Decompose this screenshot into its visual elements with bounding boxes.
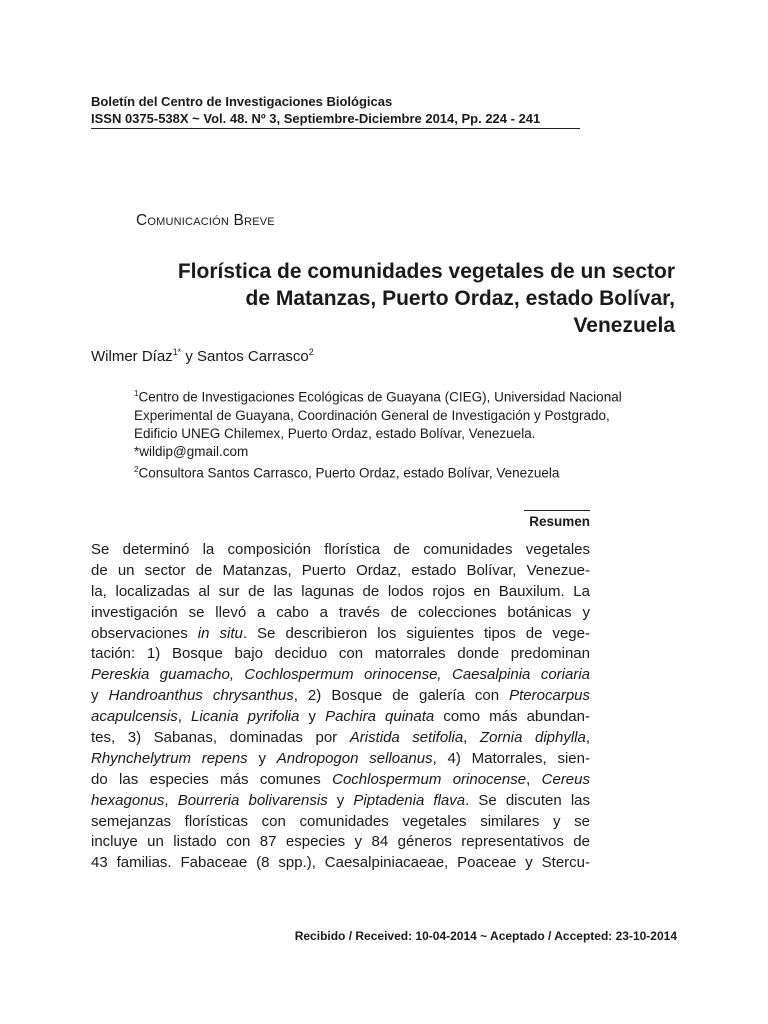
- species-name: Andropogon selloanus: [276, 749, 433, 767]
- section-label: Comunicación Breve: [136, 212, 275, 229]
- species-name: Cochlospermum orinocense: [332, 770, 527, 788]
- abstract-line: tación: 1) Bosque bajo deciduo con matorrales donde predominan: [91, 645, 590, 663]
- species-name: Licania pyrifolia: [191, 708, 300, 726]
- author-connector: y: [181, 348, 198, 365]
- email-link[interactable]: *wildip@gmail.com: [134, 443, 249, 459]
- affil-text: Centro de Investigaciones Ecológicas de Guayana (CIEG), Universidad Nacional: [138, 389, 622, 405]
- journal-issue: ISSN 0375-538X ~ Vol. 48. Nº 3, Septiembre-Diciembre 2014, Pp. 224 - 241: [91, 111, 541, 126]
- title-line: de Matanzas, Puerto Ordaz, estado Bolívar,: [245, 287, 675, 310]
- abstract-line: hexagonus, Bourreria bolivarensis y Piptadenia flava. Se discuten las: [91, 791, 590, 809]
- abstract-line: [91, 665, 590, 686]
- author-name: Santos Carrasco: [197, 348, 309, 365]
- species-name: hexagonus: [91, 791, 165, 809]
- abstract-heading: Resumen: [529, 514, 590, 529]
- affil-marker: 1: [134, 389, 139, 398]
- abstract-line: la, localizadas al sur de las lagunas de lodos rojos en Bauxilum. La: [91, 582, 590, 600]
- author-name: Wilmer Díaz: [91, 348, 173, 365]
- journal-header: [91, 93, 540, 127]
- italic-term: in situ: [197, 624, 243, 642]
- species-name: Piptadenia flava: [353, 791, 466, 809]
- affil-text: Consultora Santos Carrasco, Puerto Ordaz, estado Bolívar, Venezuela: [138, 465, 560, 481]
- affil-text: Experimental de Guayana, Coordinación General de Investigación y Postgrado,: [134, 407, 610, 423]
- abstract-line: Rhynchelytrum repens y Andropogon selloanus, 4) Matorrales, sien-: [91, 749, 590, 767]
- affiliation-2: [134, 461, 679, 483]
- title-line: Venezuela: [573, 314, 675, 337]
- journal-name: Boletín del Centro de Investigaciones Biológicas: [91, 94, 393, 109]
- author-affil-marker: 2: [308, 347, 314, 357]
- species-name: Cereus: [541, 770, 590, 788]
- abstract-line: acapulcensis, Licania pyrifolia y Pachira quinata como más abundan-: [91, 708, 590, 726]
- abstract-line: Se determinó la composición florística de comunidades vegetales: [91, 541, 590, 558]
- header-rule: [91, 128, 580, 129]
- abstract-line: do las especies más comunes Cochlospermum orinocense, Cereus: [91, 770, 590, 788]
- species-name: Bourreria bolivarensis: [177, 791, 328, 809]
- species-name: Zornia diphylla: [479, 729, 586, 747]
- abstract-line: observaciones in situ. Se describieron los siguientes tipos de vege-: [91, 624, 590, 642]
- title-line: Florística de comunidades vegetales de un sector: [177, 260, 675, 283]
- author-affil-marker: 1*: [172, 347, 182, 357]
- affil-marker: 2: [134, 465, 139, 474]
- abstract-line: de un sector de Matanzas, Puerto Ordaz, estado Bolívar, Venezue-: [91, 561, 590, 579]
- species-name: Aristida setifolia: [349, 729, 464, 747]
- abstract-line: tes, 3) Sabanas, dominadas por Aristida setifolia, Zornia diphylla,: [91, 729, 591, 747]
- species-name: Pterocarpus: [509, 687, 590, 705]
- species-name: Pereskia guamacho, Cochlospermum orinocense, Caesalpinia coriaria: [91, 666, 590, 684]
- abstract-line: 43 familias. Fabaceae (8 spp.), Caesalpiniacaeae, Poaceae y Stercu-: [91, 854, 590, 872]
- affil-text: Edificio UNEG Chilemex, Puerto Ordaz, estado Bolívar, Venezuela.: [134, 425, 536, 441]
- species-name: Rhynchelytrum repens: [91, 749, 248, 767]
- species-name: Pachira quinata: [325, 708, 435, 726]
- abstract-line: investigación se llevó a cabo a través de colecciones botánicas y: [91, 603, 590, 621]
- affiliation-1: [134, 385, 679, 461]
- abstract-line: incluye un listado con 87 especies y 84 géneros representativos de: [91, 833, 590, 851]
- abstract-line: semejanzas florísticas con comunidades vegetales similares y se: [91, 812, 590, 830]
- abstract-body: [91, 540, 590, 874]
- received-accepted-dates: Recibido / Received: 10-04-2014 ~ Aceptado / Accepted: 23-10-2014: [294, 929, 677, 943]
- paper-title: [115, 258, 675, 339]
- author-list: [91, 347, 314, 365]
- abstract-line: y Handroanthus chrysanthus, 2) Bosque de galería con Pterocarpus: [91, 687, 590, 705]
- resumen-rule: [524, 510, 590, 511]
- species-name: acapulcensis: [91, 708, 178, 726]
- species-name: Handroanthus chrysanthus: [108, 687, 294, 705]
